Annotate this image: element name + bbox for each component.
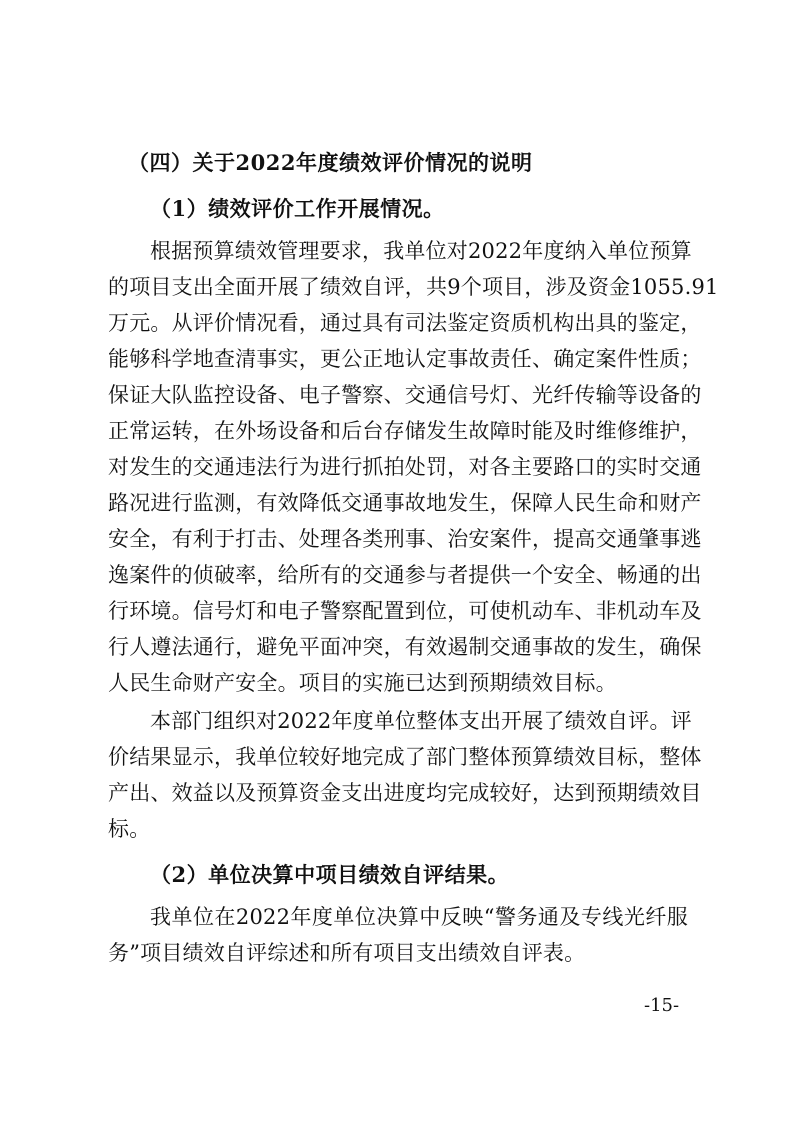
paragraph-line: 保证大队监控设备、电子警察、交通信号灯、光纤传输等设备的 — [108, 383, 702, 407]
paragraph-line: 价结果显示，我单位较好地完成了部门整体预算绩效目标，整体 — [108, 745, 702, 769]
paragraph-line: 行人遵法通行，避免平面冲突，有效遏制交通事故的发生，确保 — [108, 635, 702, 659]
paragraph-line: 路况进行监测，有效降低交通事故地发生，保障人民生命和财产 — [108, 491, 702, 515]
paragraph-line: 对发生的交通违法行为进行抓拍处罚，对各主要路口的实时交通 — [108, 455, 702, 479]
paragraph-line: 根据预算绩效管理要求，我单位对2022年度纳入单位预算 — [150, 239, 692, 263]
paragraph-line: 正常运转，在外场设备和后台存储发生故障时能及时维修维护， — [108, 419, 702, 443]
paragraph-line: 务”项目绩效自评综述和所有项目支出绩效自评表。 — [108, 941, 586, 965]
paragraph-line: 我单位在2022年度单位决算中反映“警务通及专线光纤服 — [150, 905, 688, 929]
paragraph-line: 万元。从评价情况看，通过具有司法鉴定资质机构出具的鉴定， — [108, 311, 702, 335]
paragraph-line: 产出、效益以及预算资金支出进度均完成较好，达到预期绩效目 — [108, 781, 702, 805]
paragraph-line: 安全，有利于打击、处理各类刑事、治安案件，提高交通肇事逃 — [108, 527, 702, 551]
section-heading: （四）关于2022年度绩效评价情况的说明 — [128, 150, 533, 175]
paragraph-line: 本部门组织对2022年度单位整体支出开展了绩效自评。评 — [150, 709, 692, 733]
subheading-evaluation-work: （1）绩效评价工作开展情况。 — [150, 196, 445, 221]
page-number: -15- — [644, 995, 680, 1016]
paragraph-line: 的项目支出全面开展了绩效自评，共9个项目，涉及资金1055.91 — [108, 275, 719, 299]
paragraph-line: 能够科学地查清事实，更公正地认定事故责任、确定案件性质； — [108, 347, 702, 371]
paragraph-line: 标。 — [108, 817, 151, 841]
paragraph-line: 逸案件的侦破率，给所有的交通参与者提供一个安全、畅通的出 — [108, 563, 702, 587]
paragraph-line: 行环境。信号灯和电子警察配置到位，可使机动车、非机动车及 — [108, 599, 702, 623]
paragraph-line: 人民生命财产安全。项目的实施已达到预期绩效目标。 — [108, 671, 617, 695]
subheading-project-results: （2）单位决算中项目绩效自评结果。 — [150, 862, 510, 887]
